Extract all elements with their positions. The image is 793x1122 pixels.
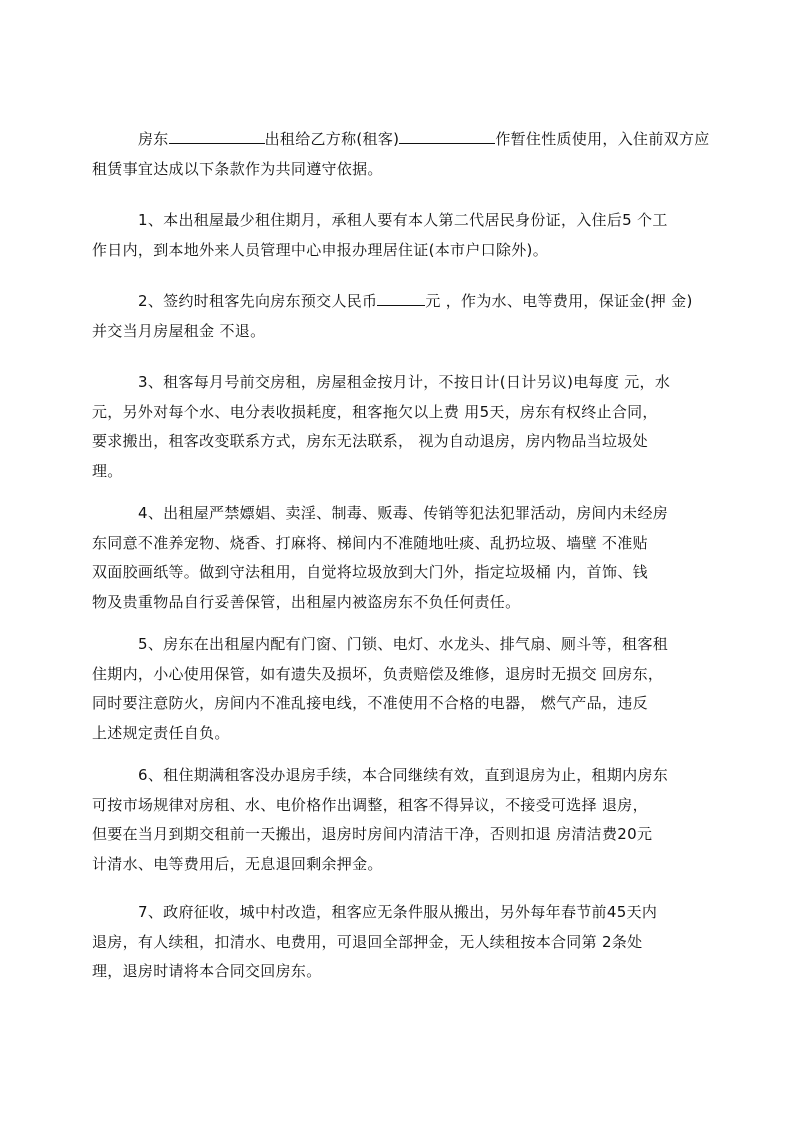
clause-1-line-1: 1、本出租屋最少租住期月，承租人要有本人第二代居民身份证，入住后5 个工 <box>138 211 668 229</box>
tenant-name-blank <box>399 128 495 144</box>
clause-3-line-2: 元，另外对每个水、电分表收损耗度，租客拖欠以上费 用5天，房东有权终止合同， <box>92 402 658 421</box>
clause-1 <box>92 206 710 265</box>
deposit-amount-blank <box>377 290 425 306</box>
tenant-label: 出租给乙方称(租客) <box>264 130 400 148</box>
landlord-label: 房东 <box>138 130 169 148</box>
deposit-label: 2、签约时租客先向房东预交人民币 <box>138 292 378 310</box>
landlord-name-blank <box>169 128 265 144</box>
clause-6-line-4: 计清水、电等费用后，无息退回剩余押金。 <box>92 854 383 873</box>
clause-6-line-3: 但要在当月到期交租前一天搬出，退房时房间内清洁干净，否则扣退 房清洁费20元 <box>92 825 653 843</box>
clause-3-line-1: 3、租客每月号前交房租，房屋租金按月计，不按日计(日计另议)电每度 元，水 <box>138 373 671 391</box>
clause-4-line-4: 物及贵重物品自行妥善保管，出租屋内被盗房东不负任何责任。 <box>92 592 521 611</box>
clause-3-line-4: 理。 <box>92 461 123 480</box>
clause-5-line-4: 上述规定责任自负。 <box>92 723 230 742</box>
clause-4 <box>92 499 710 617</box>
clause-4-line-2: 东同意不准养宠物、烧香、打麻将、梯间内不准随地吐痰、乱扔垃圾、墙壁 不准贴 <box>92 533 648 552</box>
clause-6 <box>92 761 710 879</box>
intro-line-2: 租赁事宜达成以下条款作为共同遵守依据。 <box>92 159 383 178</box>
intro-line-1 <box>92 125 710 155</box>
clause-5-line-1: 5、房东在出租屋内配有门窗、门锁、电灯、水龙头、排气扇、厕斗等，租客租 <box>138 635 669 653</box>
clause-3-line-3: 要求搬出，租客改变联系方式，房东无法联系， 视为自动退房，房内物品当垃圾处 <box>92 432 648 450</box>
clause-5 <box>92 630 710 748</box>
clause-5-line-3: 同时要注意防火，房间内不准乱接电线，不准使用不合格的电器， 燃气产品，违反 <box>92 694 648 712</box>
clause-7-line-3: 理，退房时请将本合同交回房东。 <box>92 962 322 980</box>
clause-2 <box>92 287 710 346</box>
intro-paragraph <box>92 125 710 184</box>
clause-1-line-2: 作日内，到本地外来人员管理中心申报办理居住证(本市户口除外)。 <box>92 240 549 259</box>
clause-7-line-2: 退房，有人续租，扣清水、电费用，可退回全部押金，无人续租按本合同第 2条处 <box>92 932 643 951</box>
deposit-text: 元 ，作为水、电等费用，保证金(押 金) <box>425 292 693 310</box>
clause-7-line-1: 7、政府征收，城中村改造，租客应无条件服从搬出，另外每年春节前45天内 <box>138 903 658 921</box>
clause-5-line-2: 住期内，小心使用保管，如有遗失及损坏，负责赔偿及维修，退房时无损交 回房东， <box>92 664 664 683</box>
clause-6-line-1: 6、租住期满租客没办退房手续，本合同继续有效，直到退房为止，租期内房东 <box>138 766 669 784</box>
clause-2-line-1 <box>92 287 710 317</box>
clause-6-line-2: 可按市场规律对房租、水、电价格作出调整，租客不得异议，不接受可选择 退房， <box>92 795 648 814</box>
intro-text: 作暂住性质使用，入住前双方应 <box>495 130 710 148</box>
clause-3 <box>92 368 710 486</box>
clause-4-line-3: 双面胶画纸等。做到守法租用，自觉将垃圾放到大门外，指定垃圾桶 内，首饰、钱 <box>92 563 648 581</box>
clause-4-line-1: 4、出租屋严禁嫖娼、卖淫、制毒、贩毒、传销等犯法犯罪活动，房间内未经房 <box>138 504 669 522</box>
clause-7 <box>92 898 710 987</box>
clause-2-line-2: 并交当月房屋租金 不退。 <box>92 321 266 340</box>
